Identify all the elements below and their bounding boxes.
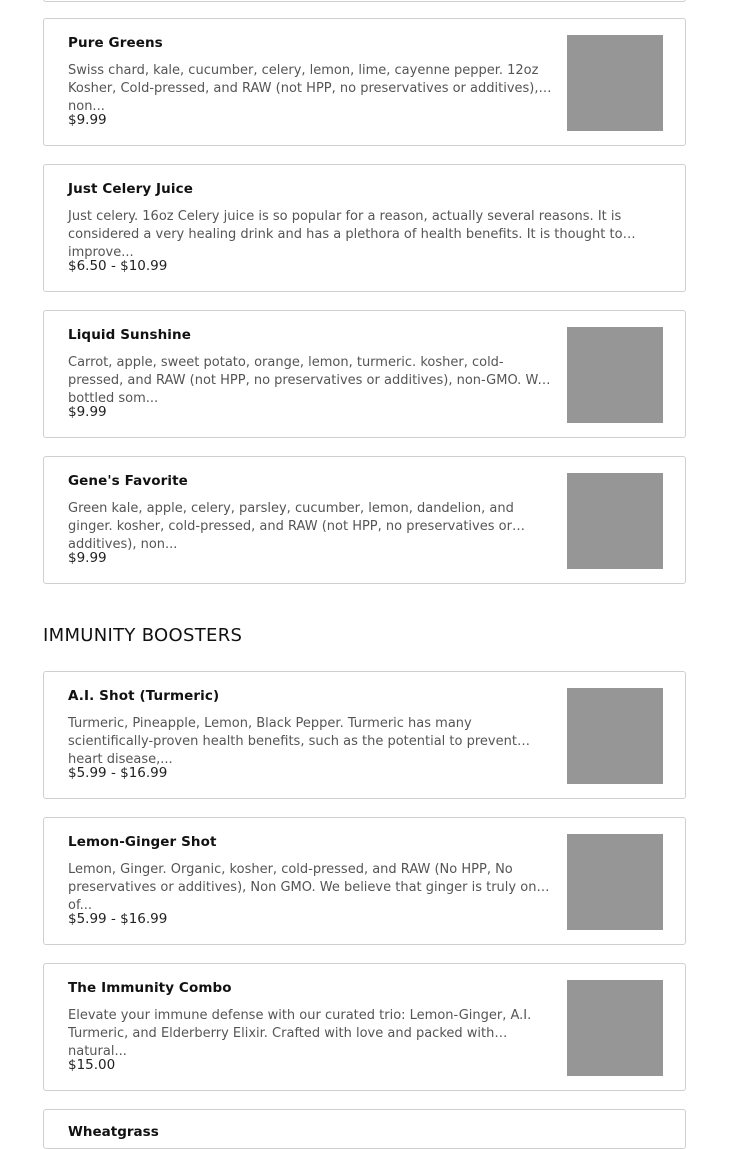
menu-item-card[interactable] (43, 456, 686, 584)
section-heading: IMMUNITY BOOSTERS (43, 625, 243, 646)
menu-item-name: Wheatgrass (68, 1124, 159, 1140)
menu-item-description: Lemon, Ginger. Organic, kosher, cold-pressed, and RAW (No HPP, No preservatives or additives), Non GMO. We believe that ginger is truly one of... (68, 862, 545, 913)
menu-item-image (567, 327, 663, 423)
menu-item-price: $5.99 - $16.99 (68, 765, 168, 781)
menu-item-name: A.I. Shot (Turmeric) (68, 688, 220, 704)
menu-item-price: $15.00 (68, 1057, 116, 1073)
menu-item-card[interactable] (43, 817, 686, 945)
menu-item-price: $9.99 (68, 550, 107, 566)
menu-item-image (567, 834, 663, 930)
menu-item-name: Just Celery Juice (68, 181, 193, 197)
menu-item-card[interactable] (43, 310, 686, 438)
menu-item-description: Carrot, apple, sweet potato, orange, lemon, turmeric. kosher, cold-pressed, and RAW (not HPP, no preservatives or additives), non-GMO. We bottled som... (68, 355, 546, 406)
menu-item-price: $9.99 (68, 404, 107, 420)
menu-item-image (567, 473, 663, 569)
menu-item-name: Lemon-Ginger Shot (68, 834, 217, 850)
menu-item-name: The Immunity Combo (68, 980, 232, 996)
menu-item-card-partial-bottom[interactable] (43, 1109, 686, 1149)
menu-item-image (567, 980, 663, 1076)
menu-item-card[interactable] (43, 18, 686, 146)
menu-item-name: Liquid Sunshine (68, 327, 191, 343)
menu-item-card[interactable] (43, 164, 686, 292)
menu-item-name: Gene's Favorite (68, 473, 188, 489)
menu-item-description: Elevate your immune defense with our curated trio: Lemon-Ginger, A.I. Turmeric, and Elderberry Elixir. Crafted with love and packed with natural... (68, 1008, 532, 1059)
menu-item-description: Just celery. 16oz Celery juice is so popular for a reason, actually several reasons. It is considered a very healing drink and has a plethora of health benefits. It is thought to improve... (68, 209, 623, 260)
menu-item-card[interactable] (43, 671, 686, 799)
menu-item-card[interactable] (43, 963, 686, 1091)
menu-item-image (567, 35, 663, 131)
menu-item-name: Pure Greens (68, 35, 163, 51)
menu-item-image (567, 688, 663, 784)
menu-item-card-partial-top[interactable] (43, 0, 686, 2)
menu-item-price: $6.50 - $10.99 (68, 258, 168, 274)
menu-item-price: $5.99 - $16.99 (68, 911, 168, 927)
menu-item-description: Turmeric, Pineapple, Lemon, Black Pepper. Turmeric has many scientifically-proven health benefits, such as the potential to prevent heart disease,... (68, 716, 517, 767)
menu-item-description: Swiss chard, kale, cucumber, celery, lemon, lime, cayenne pepper. 12oz Kosher, Cold-pressed, and RAW (not HPP, no preservatives or additives), non... (68, 63, 539, 114)
menu-item-description: Green kale, apple, celery, parsley, cucumber, lemon, dandelion, and ginger. kosher, cold-pressed, and RAW (not HPP, no preservatives or additives), non... (68, 501, 514, 552)
menu-item-price: $9.99 (68, 112, 107, 128)
